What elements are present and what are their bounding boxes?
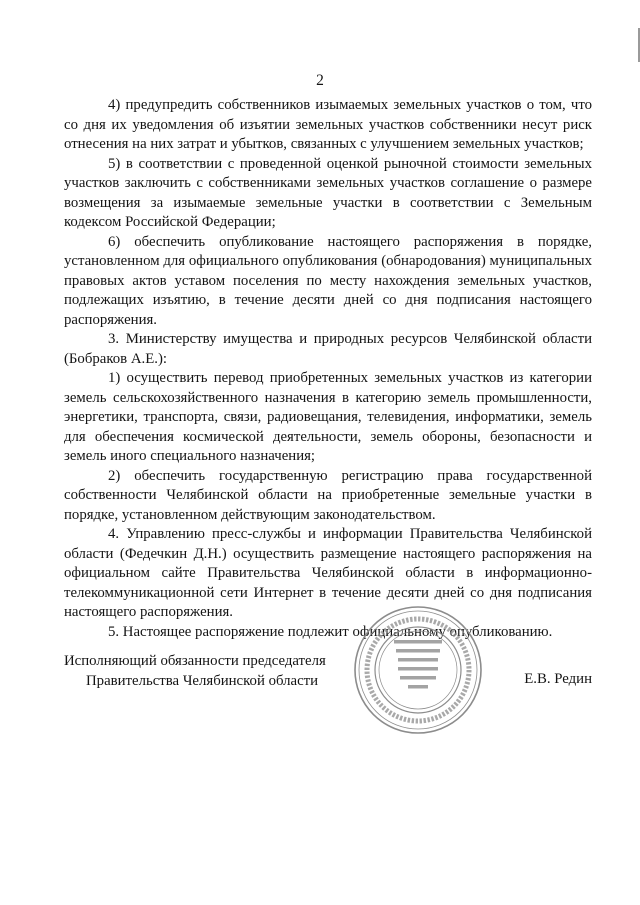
page-number: 2: [316, 72, 324, 89]
document-body: [64, 96, 592, 642]
signatory-title-line1: Исполняющий обязанности председателя: [64, 653, 326, 669]
signatory-title-line2: Правительства Челябинской области: [86, 672, 319, 689]
paragraph-3: 3. Министерству имущества и природных ресурсов Челябинской области (Бобраков А.Е.):: [64, 331, 592, 367]
paragraph-4-5: 5) в соответствии с проведенной оценкой рыночной стоимости земельных участков заключить с собственниками земельных участков соглашение о размере возмещения за изымаемые земельные участки в соответствии с Земельным кодексом Российской Федерации;: [64, 155, 592, 230]
paragraph-3-1: 1) осуществить перевод приобретенных земельных участков из категории земель сельскохозяйственного назначения в категорию земель промышленности, энергетики, транспорта, связи, радиовещания, телевидения, информатики, земель для обеспечения космической деятельности, земель обороны, безопасности и земель иного специального назначения;: [64, 370, 592, 464]
paragraph-5: 5. Настоящее распоряжение подлежит официальному опубликованию.: [108, 623, 553, 640]
signatory-title: [64, 652, 334, 691]
paragraph-4-4: 4) предупредить собственников изымаемых земельных участков о том, что со дня их уведомления об изъятии земельных участков собственники несут риск отнесения на них затрат и убытков, связанных с улучшением земельных участков;: [64, 97, 592, 152]
paragraph-4-6: 6) обеспечить опубликование настоящего распоряжения в порядке, установленном для официального опубликования (обнародования) муниципальных правовых актов уставом поселения по месту нахождения земельных участков, подлежащих изъятию, в течение десяти дней со дня подписания настоящего распоряжения.: [64, 233, 592, 328]
official-seal: [352, 604, 484, 736]
paragraph-3-2: 2) обеспечить государственную регистрацию права государственной собственности Челябинской области на приобретенные земельные участки в порядке, установленном действующим законодательством.: [64, 467, 592, 523]
paragraph-4: 4. Управлению пресс-службы и информации Правительства Челябинской области (Федечкин Д.Н.) осуществить размещение настоящего распоряжения на официальном сайте Правительства Челябинской области в информационно-телекоммуникационной сети Интернет в течение десяти дней со дня подписания настоящего распоряжения.: [64, 526, 592, 620]
signatory-name: Е.В. Редин: [524, 671, 592, 687]
